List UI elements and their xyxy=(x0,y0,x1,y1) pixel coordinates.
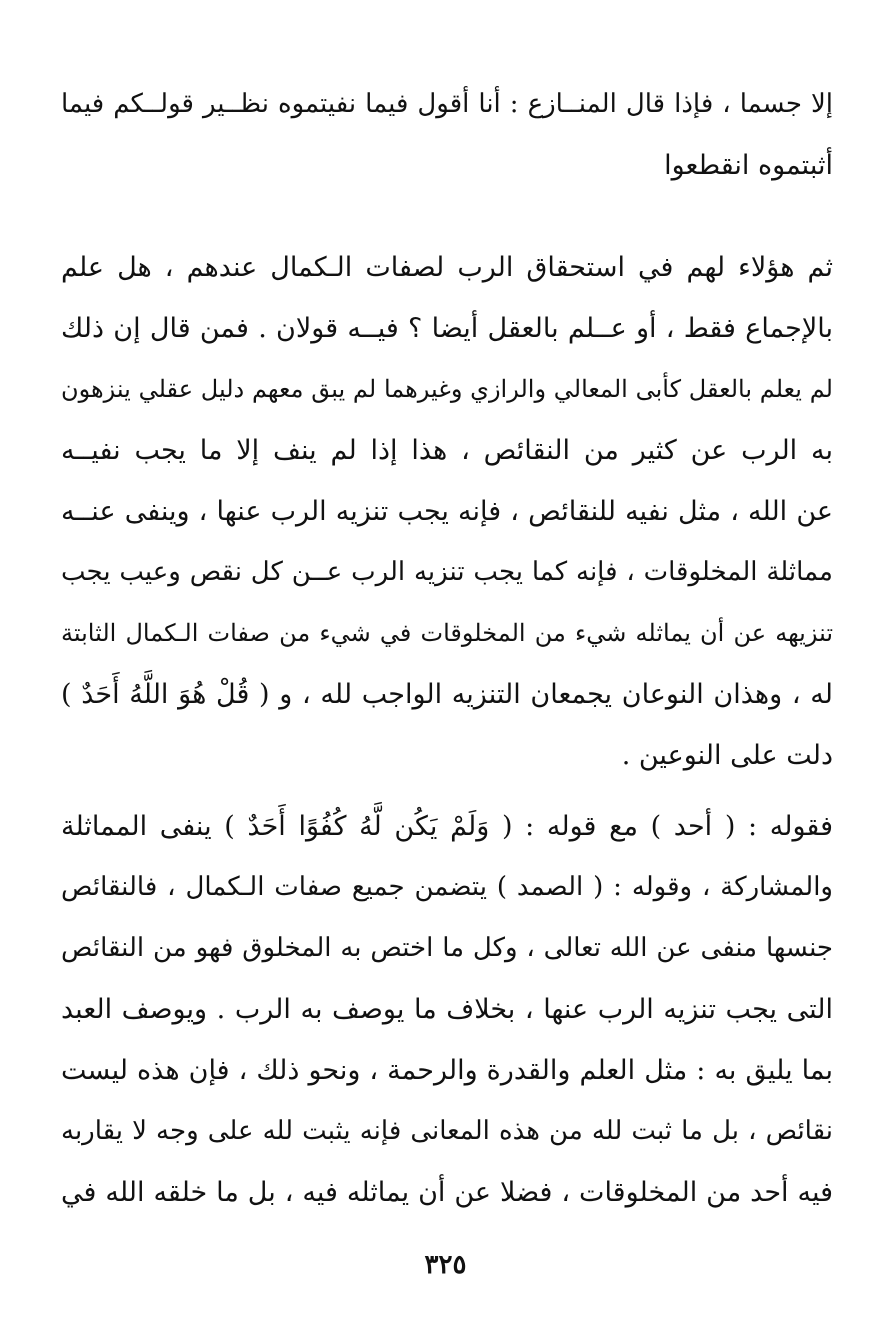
text-line: بما يليق به : مثل العلم والقدرة والرحمة ، ونحو ذلك ، فإن هذه ليست xyxy=(61,1055,833,1086)
paragraph-1 xyxy=(61,74,833,196)
text-line: فقوله : ( أحد ) مع قوله : ( وَلَمْ يَكُن لَّهُ كُفُوًا أَحَدٌ ) ينفى المماثلة xyxy=(61,811,833,842)
text-line: له ، وهذان النوعان يجمعان التنزيه الواجب لله ، و ( قُلْ هُوَ اللَّهُ أَحَدٌ ) xyxy=(61,679,833,710)
text-line: بالإجماع فقط ، أو عــلم بالعقل أيضا ؟ فيــه قولان . فمن قال إن ذلك xyxy=(61,313,833,344)
text-line: مماثلة المخلوقات ، فإنه كما يجب تنزيه الرب عــن كل نقص وعيب يجب xyxy=(61,557,833,587)
text-line: جنسها منفى عن الله تعالى ، وكل ما اختص به المخلوق فهو من النقائص xyxy=(61,933,833,963)
text-line: دلت على النوعين . xyxy=(621,740,833,771)
paragraph-3 xyxy=(61,796,833,1223)
paragraph-2 xyxy=(61,237,833,786)
text-line: تنزيهه عن أن يماثله شيء من المخلوقات في شيء من صفات الـكمال الثابتة xyxy=(61,619,833,647)
text-line: والمشاركة ، وقوله : ( الصمد ) يتضمن جميع صفات الـكمال ، فالنقائص xyxy=(61,872,833,902)
text-line: فيه أحد من المخلوقات ، فضلا عن أن يماثله فيه ، بل ما خلقه الله في xyxy=(61,1177,833,1208)
text-line: نقائص ، بل ما ثبت لله من هذه المعانى فإنه يثبت لله على وجه لا يقاربه xyxy=(61,1116,833,1146)
text-line: إلا جسما ، فإذا قال المنــازع : أنا أقول فيما نفيتموه نظــير قولــكم فيما xyxy=(61,89,833,119)
text-line: لم يعلم بالعقل كأبى المعالي والرازي وغيرهما لم يبق معهم دليل عقلي ينزهون xyxy=(61,375,833,403)
text-line: التى يجب تنزيه الرب عنها ، بخلاف ما يوصف به الرب . ويوصف العبد xyxy=(61,994,833,1025)
text-line: ثم هؤلاء لهم في استحقاق الرب لصفات الـكمال عندهم ، هل علم xyxy=(61,252,833,283)
text-line: به الرب عن كثير من النقائص ، هذا إذا لم ينف إلا ما يجب نفيــه xyxy=(61,435,833,466)
page-number: ٣٢٥ xyxy=(424,1250,467,1280)
text-line: عن الله ، مثل نفيه للنقائص ، فإنه يجب تنزيه الرب عنها ، وينفى عنــه xyxy=(61,496,833,527)
text-line: أثبتموه انقطعوا xyxy=(664,150,833,181)
